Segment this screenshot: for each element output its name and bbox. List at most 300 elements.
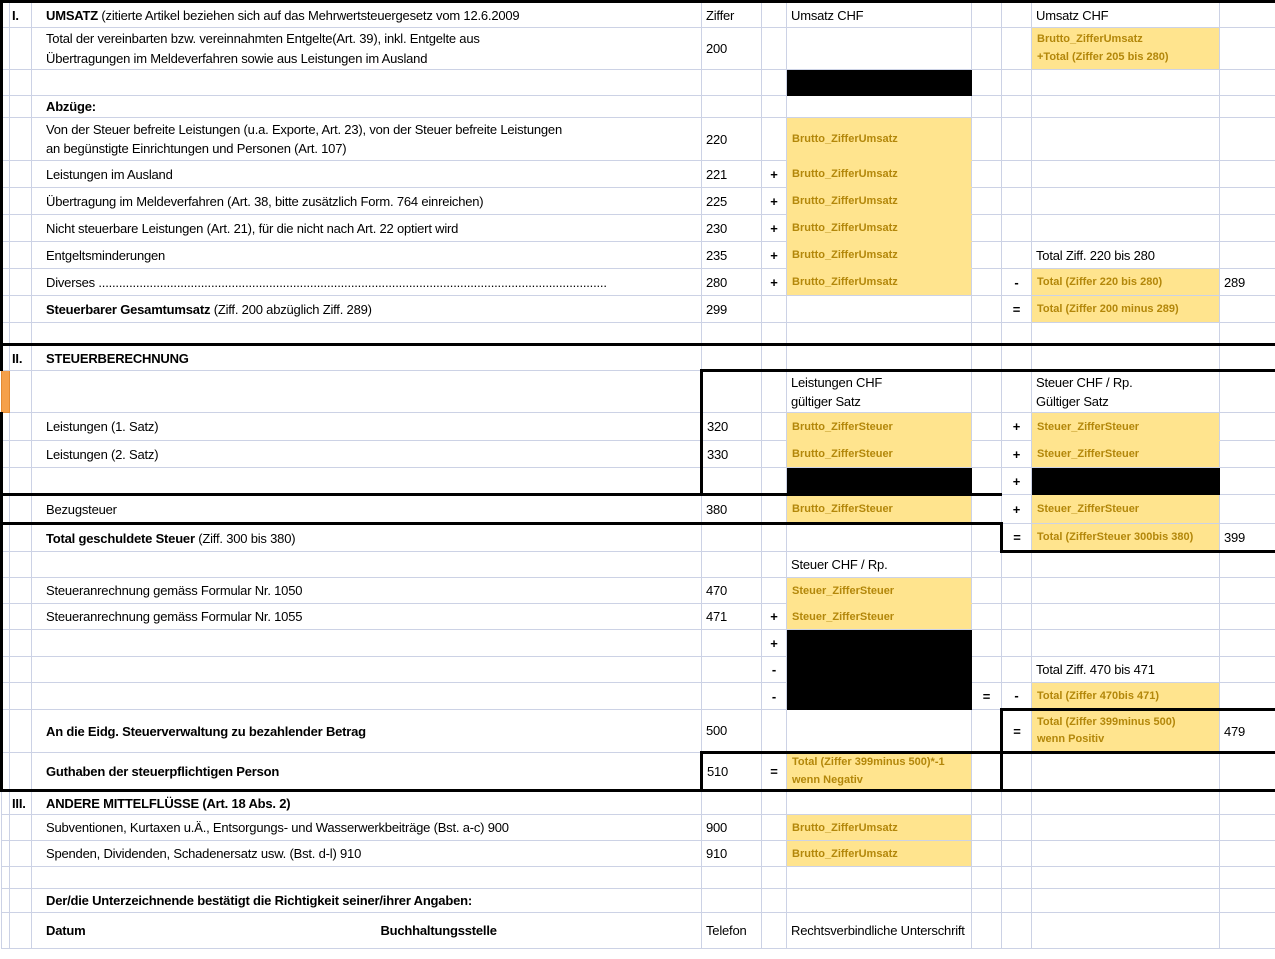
cell-section2-colheads-h <box>1032 371 1220 413</box>
text-row-signature-b-1: Buchhaltungsstelle <box>380 923 497 938</box>
cell-row-steuer-chf-head-a0 <box>2 552 10 578</box>
cell-section3-title-row-e <box>787 791 972 815</box>
cell-row-910-b <box>32 841 702 867</box>
cell-row-299-a <box>10 296 32 323</box>
text-row-221-c: 221 <box>706 166 728 182</box>
cell-row-abzuege-c <box>702 96 762 118</box>
cell-row-470-e[interactable] <box>787 578 972 604</box>
cell-row-380-b <box>32 495 702 524</box>
cell-row-399-c <box>702 524 762 552</box>
cell-row-blank-1-g <box>1002 323 1032 345</box>
text-row-470-e: Steuer_ZifferSteuer <box>792 584 895 597</box>
cell-row-confirm-d <box>762 889 787 913</box>
text-row-235-d: + <box>770 247 778 263</box>
text-row-380-c: 380 <box>706 501 728 517</box>
cell-row-total-470-i <box>1220 683 1275 710</box>
cell-row-470-g <box>1002 578 1032 604</box>
text-row-399-b-0: Total geschuldete Steuer <box>46 530 195 546</box>
cell-row-abzuege-a0 <box>2 96 10 118</box>
cell-row-280-g <box>1002 269 1032 296</box>
cell-section2-title-row-g <box>1002 345 1032 371</box>
cell-row-abzuege-d <box>762 96 787 118</box>
cell-row-510-c <box>702 753 762 791</box>
cell-row-299-h[interactable] <box>1032 296 1220 323</box>
cell-row-399-e <box>787 524 972 552</box>
row-280 <box>2 269 1275 296</box>
cell-row-steuer-chf-head-f <box>972 552 1002 578</box>
cell-row-blank-2-i <box>1220 867 1275 889</box>
cell-section1-title-row-f <box>972 2 1002 28</box>
cell-row-225-i <box>1220 188 1275 215</box>
text-section2-colheads-e-line0: Leistungen CHF <box>791 374 883 390</box>
cell-row-510-i <box>1220 753 1275 791</box>
text-section1-title-row-h: Umsatz CHF <box>1036 7 1109 23</box>
text-row-total-470-d: - <box>771 688 777 704</box>
cell-section3-title-row-h <box>1032 791 1220 815</box>
cell-row-confirm-f <box>972 889 1002 913</box>
cell-row-200-h[interactable] <box>1032 28 1220 70</box>
text-section1-title-row-b-1: (zitierte Artikel beziehen sich auf das Mehrwertsteuergesetz vom 12.6.2009 <box>98 7 520 23</box>
cell-row-230-c <box>702 215 762 242</box>
cell-row-abzuege-i <box>1220 96 1275 118</box>
cell-row-470-a0 <box>2 578 10 604</box>
text-row-299-b-1: (Ziff. 200 abzüglich Ziff. 289) <box>210 301 372 317</box>
text-row-280-h: Total (Ziffer 220 bis 280) <box>1037 276 1163 288</box>
cell-row-redacted-steuer-h <box>1032 468 1220 495</box>
cell-row-330-h[interactable] <box>1032 441 1220 468</box>
cell-row-blank-1-a0 <box>2 323 10 345</box>
cell-row-signature-i <box>1220 913 1275 949</box>
text-row-221-d: + <box>770 166 778 182</box>
cell-row-380-h[interactable] <box>1032 495 1220 524</box>
cell-section2-title-row-i <box>1220 345 1275 371</box>
cell-row-total-470-g <box>1002 683 1032 710</box>
cell-row-220-e[interactable] <box>787 118 972 161</box>
cell-row-redacted-470a-a <box>10 630 32 657</box>
cell-row-280-c <box>702 269 762 296</box>
cell-row-redacted-470b-c <box>702 657 762 683</box>
cell-row-330-a0 <box>2 441 10 468</box>
cell-row-399-b <box>32 524 702 552</box>
cell-row-redacted-steuer-f <box>972 468 1002 495</box>
text-row-320-b: Leistungen (1. Satz) <box>46 419 159 434</box>
cell-row-total-470-c <box>702 683 762 710</box>
row-320 <box>2 413 1275 441</box>
cell-row-900-f <box>972 815 1002 841</box>
cell-row-signature-c <box>702 913 762 949</box>
text-row-399-b-1: (Ziff. 300 bis 380) <box>194 530 296 546</box>
section1-title-row <box>2 2 1275 28</box>
cell-row-299-c <box>702 296 762 323</box>
cell-row-230-e[interactable] <box>787 215 972 242</box>
cell-row-299-f <box>972 296 1002 323</box>
cell-row-230-a0 <box>2 215 10 242</box>
cell-row-330-e[interactable] <box>787 441 972 468</box>
cell-row-200-f <box>972 28 1002 70</box>
cell-row-blank-2-c <box>702 867 762 889</box>
cell-row-redacted-470a-a0 <box>2 630 10 657</box>
cell-row-redacted-steuer-c <box>702 468 762 495</box>
cell-row-380-e[interactable] <box>787 495 972 524</box>
cell-row-220-a0 <box>2 118 10 161</box>
cell-row-confirm-c <box>702 889 762 913</box>
cell-section1-title-row-c <box>702 2 762 28</box>
text-row-200-h-line0: Brutto_ZifferUmsatz <box>1037 33 1143 46</box>
cell-row-redacted-470b-b <box>32 657 702 683</box>
cell-row-380-i <box>1220 495 1275 524</box>
cell-row-280-d <box>762 269 787 296</box>
text-row-320-c: 320 <box>707 419 729 434</box>
active-row-marker <box>2 371 10 413</box>
cell-row-steuer-chf-head-i <box>1220 552 1275 578</box>
cell-row-221-f <box>972 161 1002 188</box>
cell-row-320-a0 <box>2 413 10 441</box>
text-row-299-g: = <box>1012 301 1021 317</box>
cell-row-signature-d <box>762 913 787 949</box>
text-row-380-h: Steuer_ZifferSteuer <box>1037 503 1140 515</box>
cell-row-220-d <box>762 118 787 161</box>
text-section2-title-row-a: II. <box>12 350 23 366</box>
text-row-230-d: + <box>770 220 778 236</box>
cell-row-280-e[interactable] <box>787 269 972 296</box>
cell-row-500-a0 <box>2 710 10 753</box>
cell-row-910-g <box>1002 841 1032 867</box>
cell-row-blank-2-d <box>762 867 787 889</box>
cell-row-500-a <box>10 710 32 753</box>
cell-row-signature-a0 <box>2 913 10 949</box>
cell-row-total-470-f <box>972 683 1002 710</box>
cell-row-470-c <box>702 578 762 604</box>
cell-row-900-b <box>32 815 702 841</box>
cell-section2-title-row-d <box>762 345 787 371</box>
cell-row-910-f <box>972 841 1002 867</box>
text-row-200-b-line0: Total der vereinbarten bzw. vereinnahmten Entgelte(Art. 39), inkl. Entgelte aus <box>46 31 480 46</box>
text-row-220-e: Brutto_ZifferUmsatz <box>792 133 898 145</box>
cell-section1-title-row-g <box>1002 2 1032 28</box>
cell-row-230-b <box>32 215 702 242</box>
cell-row-471-i <box>1220 604 1275 630</box>
cell-row-399-f <box>972 524 1002 552</box>
cell-row-235-a <box>10 242 32 269</box>
cell-row-total-470-a <box>10 683 32 710</box>
cell-row-redacted-470b-h <box>1032 657 1220 683</box>
cell-row-confirm-a0 <box>2 889 10 913</box>
cell-row-redacted-steuer-b <box>32 468 702 495</box>
cell-row-redacted-470a-d <box>762 630 787 657</box>
cell-row-total-470-e <box>787 683 972 710</box>
cell-row-blank-2-f <box>972 867 1002 889</box>
cell-row-blank-2-a <box>10 867 32 889</box>
text-row-200-b-line1: Übertragungen im Meldeverfahren sowie aus Leistungen im Ausland <box>46 50 428 66</box>
cell-row-330-i <box>1220 441 1275 468</box>
text-section3-title-row-b-0: ANDERE MITTELFLÜSSE (Art. 18 Abs. 2) <box>46 795 291 811</box>
text-row-471-b: Steueranrechnung gemäss Formular Nr. 1055 <box>46 609 303 624</box>
cell-row-signature-h <box>1032 913 1220 949</box>
text-row-470-b: Steueranrechnung gemäss Formular Nr. 1050 <box>46 583 303 598</box>
cell-row-900-a <box>10 815 32 841</box>
text-section1-title-row-e: Umsatz CHF <box>791 7 864 23</box>
text-row-900-c: 900 <box>706 820 728 835</box>
cell-row-470-d <box>762 578 787 604</box>
row-225 <box>2 188 1275 215</box>
cell-row-500-i <box>1220 710 1275 753</box>
cell-row-380-f <box>972 495 1002 524</box>
cell-row-500-c <box>702 710 762 753</box>
text-row-299-b-0: Steuerbarer Gesamtumsatz <box>46 301 211 317</box>
cell-row-280-f <box>972 269 1002 296</box>
cell-row-510-e[interactable] <box>787 753 972 791</box>
cell-section1-title-row-d <box>762 2 787 28</box>
cell-row-230-h <box>1032 215 1220 242</box>
cell-row-510-f <box>972 753 1002 791</box>
cell-row-910-e[interactable] <box>787 841 972 867</box>
cell-row-235-a0 <box>2 242 10 269</box>
cell-row-221-e[interactable] <box>787 161 972 188</box>
text-row-235-c: 235 <box>706 247 728 263</box>
cell-row-900-g <box>1002 815 1032 841</box>
row-399 <box>2 524 1275 552</box>
text-row-confirm-b-0: Der/die Unterzeichnende bestätigt die Richtigkeit seiner/ihrer Angaben: <box>46 893 472 908</box>
cell-section1-title-row-e <box>787 2 972 28</box>
cell-row-225-h <box>1032 188 1220 215</box>
text-row-total-470-g: - <box>1014 688 1019 703</box>
cell-row-200-e <box>787 28 972 70</box>
cell-row-380-d <box>762 495 787 524</box>
row-380 <box>2 495 1275 524</box>
text-row-510-d: = <box>770 764 778 779</box>
cell-row-225-e[interactable] <box>787 188 972 215</box>
cell-row-471-d <box>762 604 787 630</box>
cell-row-redacted-steuer-a0 <box>2 468 10 495</box>
cell-row-900-e[interactable] <box>787 815 972 841</box>
cell-row-redacted-umsatz-b <box>32 70 702 96</box>
cell-row-320-h[interactable] <box>1032 413 1220 441</box>
cell-row-redacted-470a-i <box>1220 630 1275 657</box>
cell-row-221-c <box>702 161 762 188</box>
cell-section1-title-row-a <box>10 2 32 28</box>
cell-row-redacted-umsatz-a <box>10 70 32 96</box>
cell-row-abzuege-b <box>32 96 702 118</box>
cell-row-221-d <box>762 161 787 188</box>
cell-row-330-d <box>762 441 787 468</box>
text-row-221-e: Brutto_ZifferUmsatz <box>792 168 898 180</box>
cell-row-330-a <box>10 441 32 468</box>
cell-row-220-h <box>1032 118 1220 161</box>
text-row-total-470-f: = <box>982 688 991 704</box>
cell-section2-colheads-f <box>972 371 1002 413</box>
cell-section3-title-row-f <box>972 791 1002 815</box>
cell-row-900-d <box>762 815 787 841</box>
cell-row-471-e[interactable] <box>787 604 972 630</box>
cell-row-225-d <box>762 188 787 215</box>
cell-row-320-e[interactable] <box>787 413 972 441</box>
text-row-280-d: + <box>770 274 778 290</box>
cell-row-redacted-470b-a0 <box>2 657 10 683</box>
text-row-500-b-0: An die Eidg. Steuerverwaltung zu bezahlender Betrag <box>46 723 366 739</box>
text-row-399-g: = <box>1013 529 1021 545</box>
cell-row-redacted-steuer-g <box>1002 468 1032 495</box>
text-row-320-e: Brutto_ZifferSteuer <box>792 420 893 433</box>
cell-row-510-a0 <box>2 753 10 791</box>
cell-row-910-i <box>1220 841 1275 867</box>
cell-row-225-g <box>1002 188 1032 215</box>
text-section1-title-row-b-0: UMSATZ <box>46 7 98 23</box>
text-row-510-b-0: Guthaben der steuerpflichtigen Person <box>46 763 280 779</box>
cell-row-abzuege-g <box>1002 96 1032 118</box>
row-221 <box>2 161 1275 188</box>
cell-row-399-h[interactable] <box>1032 524 1220 552</box>
text-row-steuer-chf-head-e: Steuer CHF / Rp. <box>791 557 888 572</box>
cell-row-220-i <box>1220 118 1275 161</box>
text-row-910-b: Spenden, Dividenden, Schadenersatz usw. (Bst. d-l) 910 <box>46 846 362 861</box>
cell-row-redacted-umsatz-d <box>762 70 787 96</box>
cell-row-blank-2-g <box>1002 867 1032 889</box>
text-row-330-e: Brutto_ZifferSteuer <box>792 448 893 460</box>
cell-row-blank-2-b <box>32 867 702 889</box>
text-row-330-b: Leistungen (2. Satz) <box>46 446 159 462</box>
cell-row-910-c <box>702 841 762 867</box>
cell-row-signature-f <box>972 913 1002 949</box>
cell-row-redacted-umsatz-g <box>1002 70 1032 96</box>
text-row-280-b: Diverses ..................................................................................................................................................... <box>46 274 607 290</box>
cell-row-471-a0 <box>2 604 10 630</box>
text-section2-colheads-h-line0: Steuer CHF / Rp. <box>1036 374 1133 390</box>
text-row-redacted-470a-d: + <box>770 635 778 651</box>
cell-section3-title-row-d <box>762 791 787 815</box>
cell-row-230-d <box>762 215 787 242</box>
text-row-470-c: 470 <box>706 583 728 598</box>
row-330 <box>2 441 1275 468</box>
cell-row-abzuege-a <box>10 96 32 118</box>
cell-section2-title-row-c <box>702 345 762 371</box>
text-row-220-c: 220 <box>706 131 728 147</box>
text-row-320-g: + <box>1012 419 1021 434</box>
cell-row-total-470-h[interactable] <box>1032 683 1220 710</box>
text-row-signature-e: Rechtsverbindliche Unterschrift <box>791 923 965 938</box>
text-row-221-b: Leistungen im Ausland <box>46 166 173 182</box>
cell-row-redacted-umsatz-h <box>1032 70 1220 96</box>
cell-section2-colheads-b <box>32 371 702 413</box>
cell-row-900-h <box>1032 815 1220 841</box>
cell-section2-colheads-a <box>10 371 32 413</box>
row-steuer-chf-head <box>2 552 1275 578</box>
text-section1-title-row-a: I. <box>12 7 19 23</box>
cell-row-500-e <box>787 710 972 753</box>
cell-row-235-h <box>1032 242 1220 269</box>
cell-row-225-c <box>702 188 762 215</box>
cell-section3-title-row-b <box>32 791 702 815</box>
cell-row-235-g <box>1002 242 1032 269</box>
cell-row-230-f <box>972 215 1002 242</box>
cell-row-blank-2-h <box>1032 867 1220 889</box>
cell-section2-title-row-h <box>1032 345 1220 371</box>
text-row-380-e: Brutto_ZifferSteuer <box>792 503 893 515</box>
cell-row-910-d <box>762 841 787 867</box>
text-row-225-d: + <box>770 193 778 209</box>
cell-row-299-g <box>1002 296 1032 323</box>
cell-row-220-b <box>32 118 702 161</box>
cell-section2-title-row-a <box>10 345 32 371</box>
cell-row-200-i <box>1220 28 1275 70</box>
cell-row-399-a <box>10 524 32 552</box>
text-row-330-g: + <box>1012 446 1021 462</box>
cell-row-280-i <box>1220 269 1275 296</box>
cell-row-900-a0 <box>2 815 10 841</box>
cell-row-910-a <box>10 841 32 867</box>
cell-row-470-f <box>972 578 1002 604</box>
row-471 <box>2 604 1275 630</box>
cell-row-steuer-chf-head-g <box>1002 552 1032 578</box>
cell-row-blank-1-a <box>10 323 32 345</box>
cell-row-330-g <box>1002 441 1032 468</box>
cell-row-299-a0 <box>2 296 10 323</box>
text-row-500-h-line0: Total (Ziffer 399minus 500) <box>1037 715 1176 728</box>
section3-title-row <box>2 791 1275 815</box>
cell-row-220-f <box>972 118 1002 161</box>
cell-row-blank-1-d <box>762 323 787 345</box>
text-row-500-g: = <box>1013 723 1021 739</box>
text-row-redacted-470b-h: Total Ziff. 470 bis 471 <box>1036 662 1155 677</box>
text-row-471-d: + <box>770 609 778 624</box>
row-230 <box>2 215 1275 242</box>
cell-row-500-h[interactable] <box>1032 710 1220 753</box>
cell-row-320-a <box>10 413 32 441</box>
cell-row-steuer-chf-head-e <box>787 552 972 578</box>
text-row-230-b: Nicht steuerbare Leistungen (Art. 21), für die nicht nach Art. 22 optiert wird <box>46 220 459 236</box>
cell-row-redacted-470a-e <box>787 630 972 657</box>
cell-row-510-d <box>762 753 787 791</box>
cell-row-redacted-steuer-i <box>1220 468 1275 495</box>
cell-row-230-i <box>1220 215 1275 242</box>
cell-row-220-a <box>10 118 32 161</box>
cell-row-330-b <box>32 441 702 468</box>
cell-row-225-a0 <box>2 188 10 215</box>
text-row-299-h: Total (Ziffer 200 minus 289) <box>1037 303 1179 315</box>
cell-row-blank-2-e <box>787 867 972 889</box>
text-row-910-e: Brutto_ZifferUmsatz <box>792 847 898 860</box>
cell-row-blank-1-c <box>702 323 762 345</box>
cell-row-redacted-470b-e <box>787 657 972 683</box>
cell-row-blank-1-i <box>1220 323 1275 345</box>
cell-row-299-i <box>1220 296 1275 323</box>
cell-row-320-d <box>762 413 787 441</box>
cell-row-200-a0 <box>2 28 10 70</box>
cell-row-471-c <box>702 604 762 630</box>
cell-row-280-h[interactable] <box>1032 269 1220 296</box>
cell-row-280-a0 <box>2 269 10 296</box>
cell-row-280-a <box>10 269 32 296</box>
cell-row-abzuege-f <box>972 96 1002 118</box>
text-row-220-b-line0: Von der Steuer befreite Leistungen (u.a. Exporte, Art. 23), von der Steuer befreite Leistungen <box>46 121 562 137</box>
cell-row-blank-1-b <box>32 323 702 345</box>
cell-row-235-e[interactable] <box>787 242 972 269</box>
text-section2-title-row-b-0: STEUERBERECHNUNG <box>46 350 189 366</box>
cell-row-225-a <box>10 188 32 215</box>
text-row-230-c: 230 <box>706 220 728 236</box>
cell-row-221-g <box>1002 161 1032 188</box>
cell-row-steuer-chf-head-c <box>702 552 762 578</box>
cell-row-200-g <box>1002 28 1032 70</box>
cell-row-471-b <box>32 604 702 630</box>
cell-row-500-g <box>1002 710 1032 753</box>
cell-row-380-a <box>10 495 32 524</box>
text-row-900-b: Subventionen, Kurtaxen u.Ä., Entsorgungs- und Wasserwerkbeiträge (Bst. a-c) 900 <box>46 820 509 835</box>
cell-row-221-h <box>1032 161 1220 188</box>
cell-section2-title-row-b <box>32 345 702 371</box>
cell-section2-colheads-g <box>1002 371 1032 413</box>
text-row-230-e: Brutto_ZifferUmsatz <box>792 222 898 234</box>
cell-row-399-d <box>762 524 787 552</box>
